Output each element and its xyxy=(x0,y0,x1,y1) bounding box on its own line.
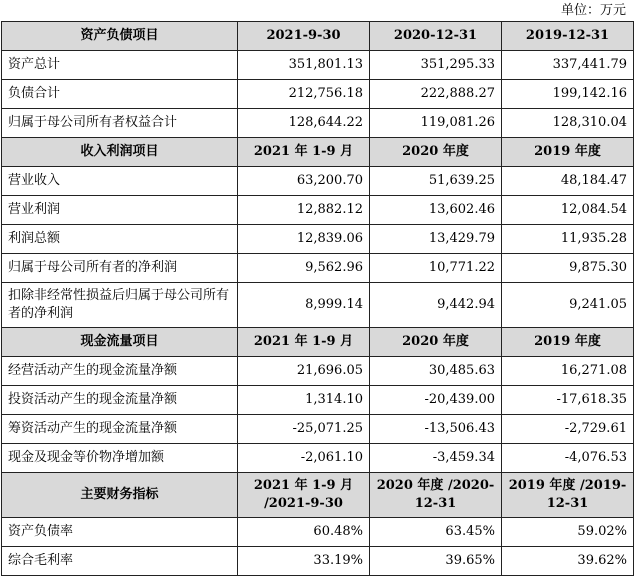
header-label: 现金流量项目 xyxy=(2,328,238,357)
unit-label: 单位：万元 xyxy=(560,3,626,18)
row-label: 资产总计 xyxy=(2,51,238,80)
table-row xyxy=(2,444,634,473)
header-col-3: 2019 年度 xyxy=(502,328,634,357)
cell-value: 51,639.25 xyxy=(370,167,502,196)
cell-value: -2,061.10 xyxy=(238,444,370,473)
cell-value: 16,271.08 xyxy=(502,357,634,386)
cell-value: 12,882.12 xyxy=(238,196,370,225)
cell-value: -3,459.34 xyxy=(370,444,502,473)
row-label: 综合毛利率 xyxy=(2,547,238,576)
cell-value: -17,618.35 xyxy=(502,386,634,415)
section-header-income xyxy=(2,138,634,167)
header-label: 主要财务指标 xyxy=(2,473,238,518)
header-col-3: 2019 年度 xyxy=(502,138,634,167)
header-col-2: 2020-12-31 xyxy=(370,22,502,51)
cell-value: 10,771.22 xyxy=(370,254,502,283)
cell-value: 30,485.63 xyxy=(370,357,502,386)
header-col-1: 2021 年 1-9 月 /2021-9-30 xyxy=(238,473,370,518)
header-col-2: 2020 年度 xyxy=(370,138,502,167)
cell-value: -20,439.00 xyxy=(370,386,502,415)
header-col-2: 2020 年度 /2020-12-31 xyxy=(370,473,502,518)
header-col-2: 2020 年度 xyxy=(370,328,502,357)
section-header-key-indicators xyxy=(2,473,634,518)
table-row xyxy=(2,51,634,80)
header-col-1: 2021 年 1-9 月 xyxy=(238,138,370,167)
cell-value: 337,441.79 xyxy=(502,51,634,80)
cell-value: 351,295.33 xyxy=(370,51,502,80)
cell-value: -2,729.61 xyxy=(502,415,634,444)
cell-value: 21,696.05 xyxy=(238,357,370,386)
table-row xyxy=(2,109,634,138)
cell-value: 60.48% xyxy=(238,518,370,547)
table-row xyxy=(2,254,634,283)
header-label: 资产负债项目 xyxy=(2,22,238,51)
header-label: 收入利润项目 xyxy=(2,138,238,167)
cell-value: 119,081.26 xyxy=(370,109,502,138)
table-row xyxy=(2,80,634,109)
row-label: 现金及现金等价物净增加额 xyxy=(2,444,238,473)
financial-summary-table xyxy=(1,21,634,576)
cell-value: 33.19% xyxy=(238,547,370,576)
cell-value: 9,875.30 xyxy=(502,254,634,283)
cell-value: 13,602.46 xyxy=(370,196,502,225)
section-header-cash-flow xyxy=(2,328,634,357)
row-label: 归属于母公司所有者权益合计 xyxy=(2,109,238,138)
row-label: 负债合计 xyxy=(2,80,238,109)
cell-value: -25,071.25 xyxy=(238,415,370,444)
cell-value: 48,184.47 xyxy=(502,167,634,196)
row-label: 资产负债率 xyxy=(2,518,238,547)
table-row xyxy=(2,518,634,547)
header-col-1: 2021-9-30 xyxy=(238,22,370,51)
cell-value: 63.45% xyxy=(370,518,502,547)
cell-value: 199,142.16 xyxy=(502,80,634,109)
cell-value: 9,241.05 xyxy=(502,283,634,328)
cell-value: 59.02% xyxy=(502,518,634,547)
row-label: 经营活动产生的现金流量净额 xyxy=(2,357,238,386)
cell-value: 128,644.22 xyxy=(238,109,370,138)
cell-value: 12,084.54 xyxy=(502,196,634,225)
section-header-balance-sheet xyxy=(2,22,634,51)
table-row xyxy=(2,357,634,386)
row-label: 扣除非经常性损益后归属于母公司所有者的净利润 xyxy=(2,283,238,328)
cell-value: -13,506.43 xyxy=(370,415,502,444)
table-row xyxy=(2,167,634,196)
table-row xyxy=(2,225,634,254)
cell-value: 9,562.96 xyxy=(238,254,370,283)
row-label: 归属于母公司所有者的净利润 xyxy=(2,254,238,283)
table-row xyxy=(2,196,634,225)
cell-value: 1,314.10 xyxy=(238,386,370,415)
cell-value: 39.65% xyxy=(370,547,502,576)
header-col-3: 2019 年度 /2019-12-31 xyxy=(502,473,634,518)
cell-value: 63,200.70 xyxy=(238,167,370,196)
cell-value: 9,442.94 xyxy=(370,283,502,328)
cell-value: 222,888.27 xyxy=(370,80,502,109)
row-label: 利润总额 xyxy=(2,225,238,254)
row-label: 投资活动产生的现金流量净额 xyxy=(2,386,238,415)
header-col-1: 2021 年 1-9 月 xyxy=(238,328,370,357)
row-label: 营业收入 xyxy=(2,167,238,196)
cell-value: 11,935.28 xyxy=(502,225,634,254)
row-label: 营业利润 xyxy=(2,196,238,225)
table-row xyxy=(2,415,634,444)
cell-value: 39.62% xyxy=(502,547,634,576)
cell-value: 13,429.79 xyxy=(370,225,502,254)
cell-value: 351,801.13 xyxy=(238,51,370,80)
table-row xyxy=(2,547,634,576)
table-row xyxy=(2,283,634,328)
row-label: 筹资活动产生的现金流量净额 xyxy=(2,415,238,444)
cell-value: 212,756.18 xyxy=(238,80,370,109)
header-col-3: 2019-12-31 xyxy=(502,22,634,51)
table-row xyxy=(2,386,634,415)
cell-value: 8,999.14 xyxy=(238,283,370,328)
cell-value: 128,310.04 xyxy=(502,109,634,138)
cell-value: -4,076.53 xyxy=(502,444,634,473)
cell-value: 12,839.06 xyxy=(238,225,370,254)
